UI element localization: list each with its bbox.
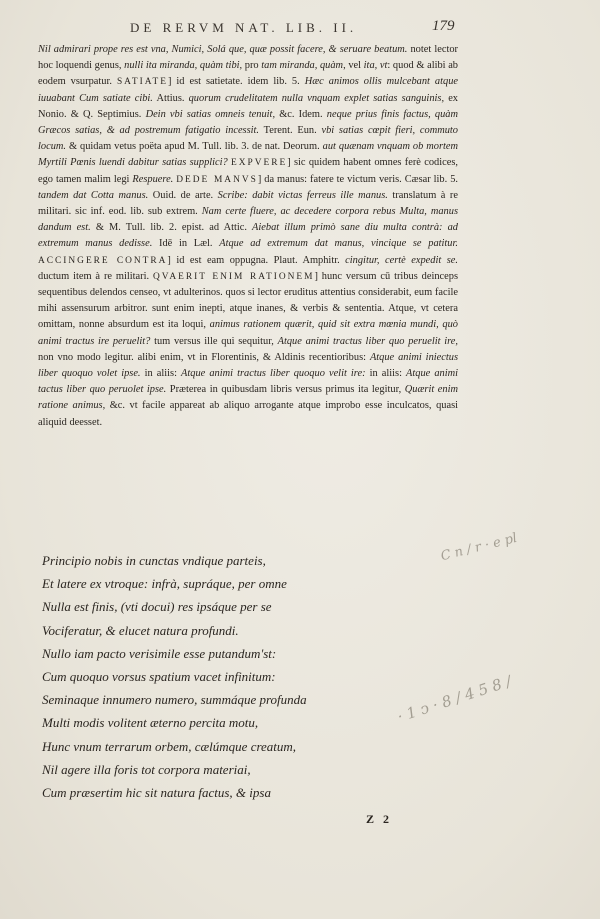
italic-quotation: Hæc animos ollis mulcebant atque iuuabant Cum satiate cibi. (38, 76, 459, 104)
italic-quotation: animus rationem quærit, quid sit extra mœnia mundi, quò animi tractus ire peruelit? (38, 319, 458, 347)
page-number: 179 (432, 18, 455, 34)
lemma-heading: QVAERIT ENIM RATIONEM (153, 271, 315, 282)
italic-quotation: aut quænam vnquam ob mortem Myrtili Pœnis luendi dabitur satias supplici? (38, 141, 458, 169)
commentary-text: non vno modo legitur. alibi enim, vt in Florentinis, & Aldinis recentioribus: (38, 351, 370, 363)
italic-quotation: neque prius finis factus, quàm Græcos satias, & ad postremum fatigatio incessit. (38, 108, 458, 137)
commentary-text: in aliis: (140, 368, 182, 380)
verse-line: Multi modis volitent æterno percita motu, (42, 715, 259, 731)
commentary-text: ] hunc versum cū tribus deinceps sequentibus delendos censeo, vt adulterinos. quos si lector eruditus attentius considerabit, eum facile mihi assensurum arbitror. sunt enim inepti, atque inanes, & verbis & sententia. Atque, vt cetera omittam, nonne absurdum est ita loqui, (38, 270, 458, 331)
commentary-text: ] id est eam oppugna. Plaut. Amphitr. (167, 254, 346, 266)
commentary-text: & M. Tull. lib. 2. epist. ad Attic. (90, 222, 253, 234)
commentary-paragraph (38, 42, 458, 431)
commentary-text: Terent. Eun. (259, 125, 322, 137)
commentary-text: ] da manus: fatere te victum veris. Cæsar lib. 5. (257, 173, 458, 185)
italic-quotation: Quærit enim ratione animus, (38, 384, 458, 412)
commentary-text: ductum item à re militari. (38, 270, 153, 282)
commentary-text: pro (242, 60, 262, 72)
verse-line: Seminaque innumero numero, summáque profunda (42, 692, 307, 708)
verse-line: Cum præsertim hic sit natura factus, & ipsa (42, 785, 271, 801)
lemma-heading: SATIATE (116, 77, 168, 88)
italic-quotation: Aiebat illum primò sane diu multa contrà: ad extremum manus dedisse. (38, 222, 458, 250)
italic-quotation: tam miranda, quàm (261, 60, 344, 72)
commentary-text: &c. Idem. (275, 108, 327, 120)
lemma-heading: ACCINGERE CONTRA (38, 255, 168, 266)
italic-quotation: ita, vt (363, 60, 388, 72)
italic-quotation: vbi satias cœpit fieri, commuto locum. (38, 125, 458, 153)
verse-line: Hunc vnum terrarum orbem, cælúmque creatum, (42, 738, 297, 754)
italic-quotation: Nil admirari prope res est vna, Numici, Solá que, quæ possit facere, & seruare beatum. (38, 44, 408, 55)
italic-quotation: Atque animi iniectus liber quoquo volet ipse. (38, 351, 459, 380)
lemma-heading: DEDE MANVS (176, 174, 258, 185)
italic-quotation: Respuere. (132, 173, 174, 185)
commentary-text: & quidam vetus poëta apud M. Tull. lib. 3. de nat. Deorum. (66, 141, 323, 153)
lemma-heading: EXPVERE (231, 158, 288, 169)
commentary-text: ] id est satietate. idem lib. 5. (167, 76, 305, 88)
verse-line: Nulla est finis, (vti docui) res ipsáque per se (42, 599, 272, 615)
commentary-text: Attius. (152, 92, 189, 104)
verse-block (42, 549, 382, 804)
commentary-text: : quod & alibi ab eodem vsurpatur. (38, 60, 459, 88)
commentary-text: Præterea in quibusdam libris versus primus ita legitur, (166, 384, 405, 396)
italic-quotation: Atque animi tractus liber quoquo velit ire: (181, 368, 366, 380)
italic-quotation: Atque animi tactus liber quo peruolet ipse. (38, 368, 459, 396)
verse-line: Et latere ex vtroque: infrà, supráque, per omne (42, 576, 287, 592)
handwritten-marginal-note: · 1 ↄ · 8 / 4 5 8 / (395, 672, 514, 726)
commentary-text: Idē in Læl. (152, 238, 220, 250)
running-head: DE RERVM NAT. LIB. II. (130, 20, 358, 35)
verse-line: Principio nobis in cunctas vndique parteis, (42, 553, 266, 568)
commentary-text: Ouid. de arte. (148, 189, 218, 201)
verse-line: Nil agere illa foris tot corpora materiai, (42, 761, 251, 777)
italic-quotation: Scribe: dabit victas ferreus ille manus. (217, 189, 388, 201)
italic-quotation: quorum crudelitatem nulla vnquam explet satias sanguinis, (188, 92, 445, 104)
italic-quotation: Atque ad extremum dat manus, vincique se patitur. (219, 238, 458, 250)
commentary-text: translatum à re militari. sic inf. eod. lib. sub extrem. (38, 189, 458, 218)
italic-quotation: cingitur, certè expedit se. (345, 254, 458, 266)
handwritten-marginal-note: C n / r · e pl (439, 530, 519, 565)
italic-quotation: nulli ita miranda, quàm tibi, (124, 60, 243, 72)
commentary-block (38, 42, 458, 431)
italic-quotation: Nam certe fluere, ac decedere corpora rebus Multa, manus dandum est. (38, 206, 458, 234)
signature-mark: Z 2 (366, 812, 393, 826)
verse-line: Nullo iam pacto verisimile esse putandum'st: (42, 645, 277, 661)
verse-line: Cum quoquo vorsus spatium vacet infinitum: (42, 669, 276, 685)
commentary-text: , vel (343, 60, 364, 72)
commentary-text: ex Nonio. & Q. Septimius. (38, 92, 458, 120)
italic-quotation: Dein vbi satias omneis tenuit, (145, 108, 276, 120)
italic-quotation: Atque animi tractus liber quo peruelit ire, (277, 335, 458, 347)
commentary-text: in aliis: (365, 368, 407, 380)
italic-quotation: tandem dat Cotta manus. (38, 189, 149, 201)
commentary-text: ] sic quidem habent omnes ferè codices, ego tamen malim legi (38, 157, 458, 185)
commentary-text: tum versus ille qui sequitur, (150, 335, 278, 347)
commentary-text: &c. vt facile appareat ab aliquo arrogante atque improbo esse inculcatos, quasi aliquid deesset. (38, 400, 458, 428)
verse-line: Vociferatur, & elucet natura profundi. (42, 622, 239, 638)
commentary-text: notet lector hoc loquendi genus, (38, 44, 458, 72)
